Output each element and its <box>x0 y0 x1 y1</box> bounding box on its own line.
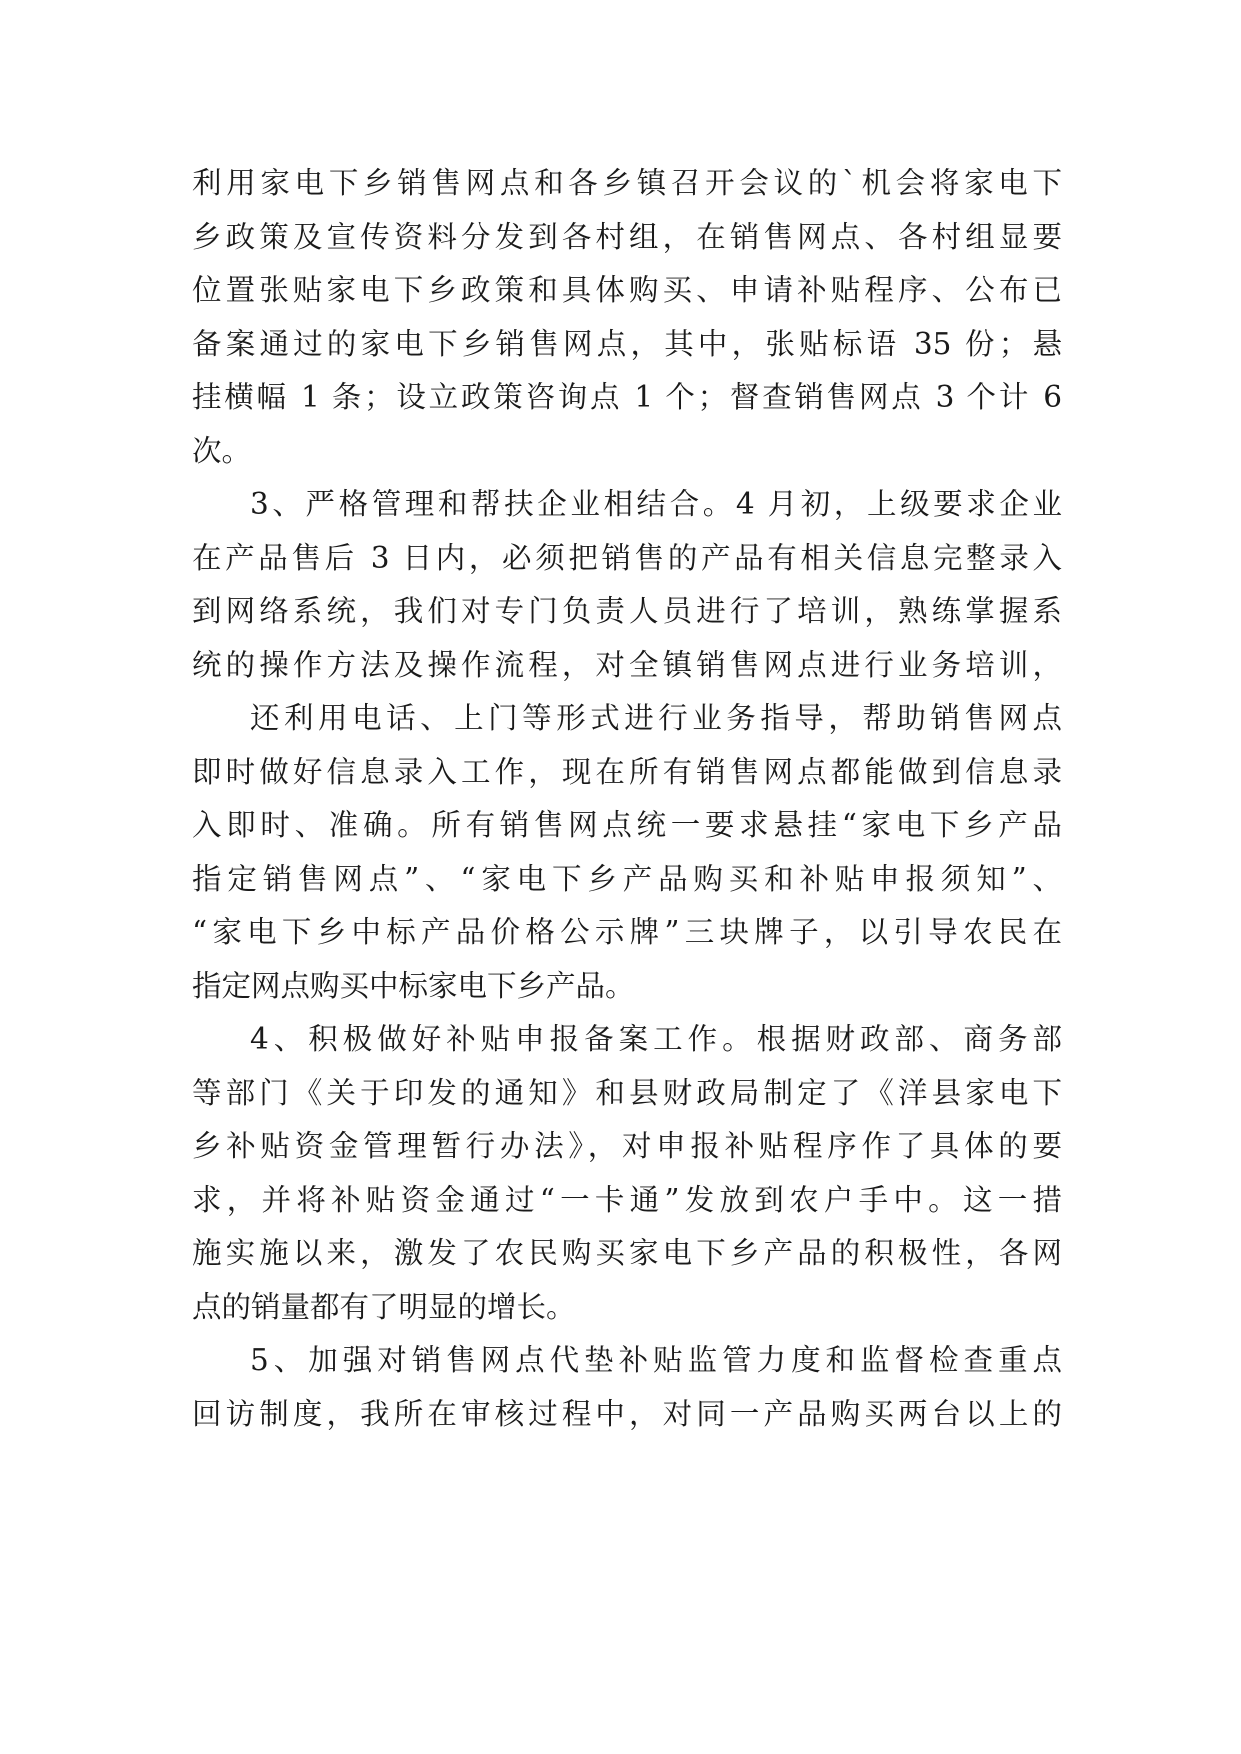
text-line: 等部门《关于印发的通知》和县财政局制定了《洋县家电下 <box>192 1075 1062 1110</box>
text-line: 到网络系统，我们对专门负责人员进行了培训，熟练掌握系 <box>192 594 1062 628</box>
text-line: 备案通过的家电下乡销售网点，其中，张贴标语 35 份；悬 <box>192 326 1062 361</box>
text-line: 还利用电话、上门等形式进行业务指导，帮助销售网点 <box>250 701 1062 735</box>
text-line: 4、积极做好补贴申报备案工作。根据财政部、商务部 <box>250 1022 1062 1056</box>
text-line: 统的操作方法及操作流程，对全镇销售网点进行业务培训， <box>192 647 1062 682</box>
text-line: 挂横幅 1 条；设立政策咨询点 1 个；督查销售网点 3 个计 6 <box>192 380 1062 414</box>
text-line: 指定网点购买中标家电下乡产品。 <box>192 968 635 1003</box>
text-line: 乡政策及宣传资料分发到各村组，在销售网点、各村组显要 <box>192 219 1062 254</box>
text-line: 求，并将补贴资金通过“一卡通”发放到农户手中。这一措 <box>192 1182 1062 1217</box>
text-line: 即时做好信息录入工作，现在所有销售网点都能做到信息录 <box>192 754 1062 789</box>
text-line: 次。 <box>192 433 252 468</box>
text-line: 回访制度，我所在审核过程中，对同一产品购买两台以上的 <box>192 1396 1062 1431</box>
text-line: 入即时、准确。所有销售网点统一要求悬挂“家电下乡产品 <box>192 808 1062 842</box>
text-line: 位置张贴家电下乡政策和具体购买、申请补贴程序、公布已 <box>192 273 1062 307</box>
text-line: 利用家电下乡销售网点和各乡镇召开会议的`机会将家电下 <box>192 166 1062 200</box>
text-line: 点的销量都有了明显的增长。 <box>192 1289 576 1324</box>
text-line: 5、加强对销售网点代垫补贴监管力度和监督检查重点 <box>250 1343 1062 1377</box>
body-text <box>192 157 1062 1441</box>
text-line: 在产品售后 3 日内，必须把销售的产品有相关信息完整录入 <box>192 540 1062 575</box>
text-line: 指定销售网点”、“家电下乡产品购买和补贴申报须知”、 <box>192 861 1062 896</box>
text-line: 3、严格管理和帮扶企业相结合。4 月初，上级要求企业 <box>250 487 1062 521</box>
text-line: 乡补贴资金管理暂行办法》，对申报补贴程序作了具体的要 <box>192 1129 1062 1163</box>
text-line: 施实施以来，激发了农民购买家电下乡产品的积极性，各网 <box>192 1236 1062 1270</box>
text-line: “家电下乡中标产品价格公示牌”三块牌子，以引导农民在 <box>192 915 1062 949</box>
